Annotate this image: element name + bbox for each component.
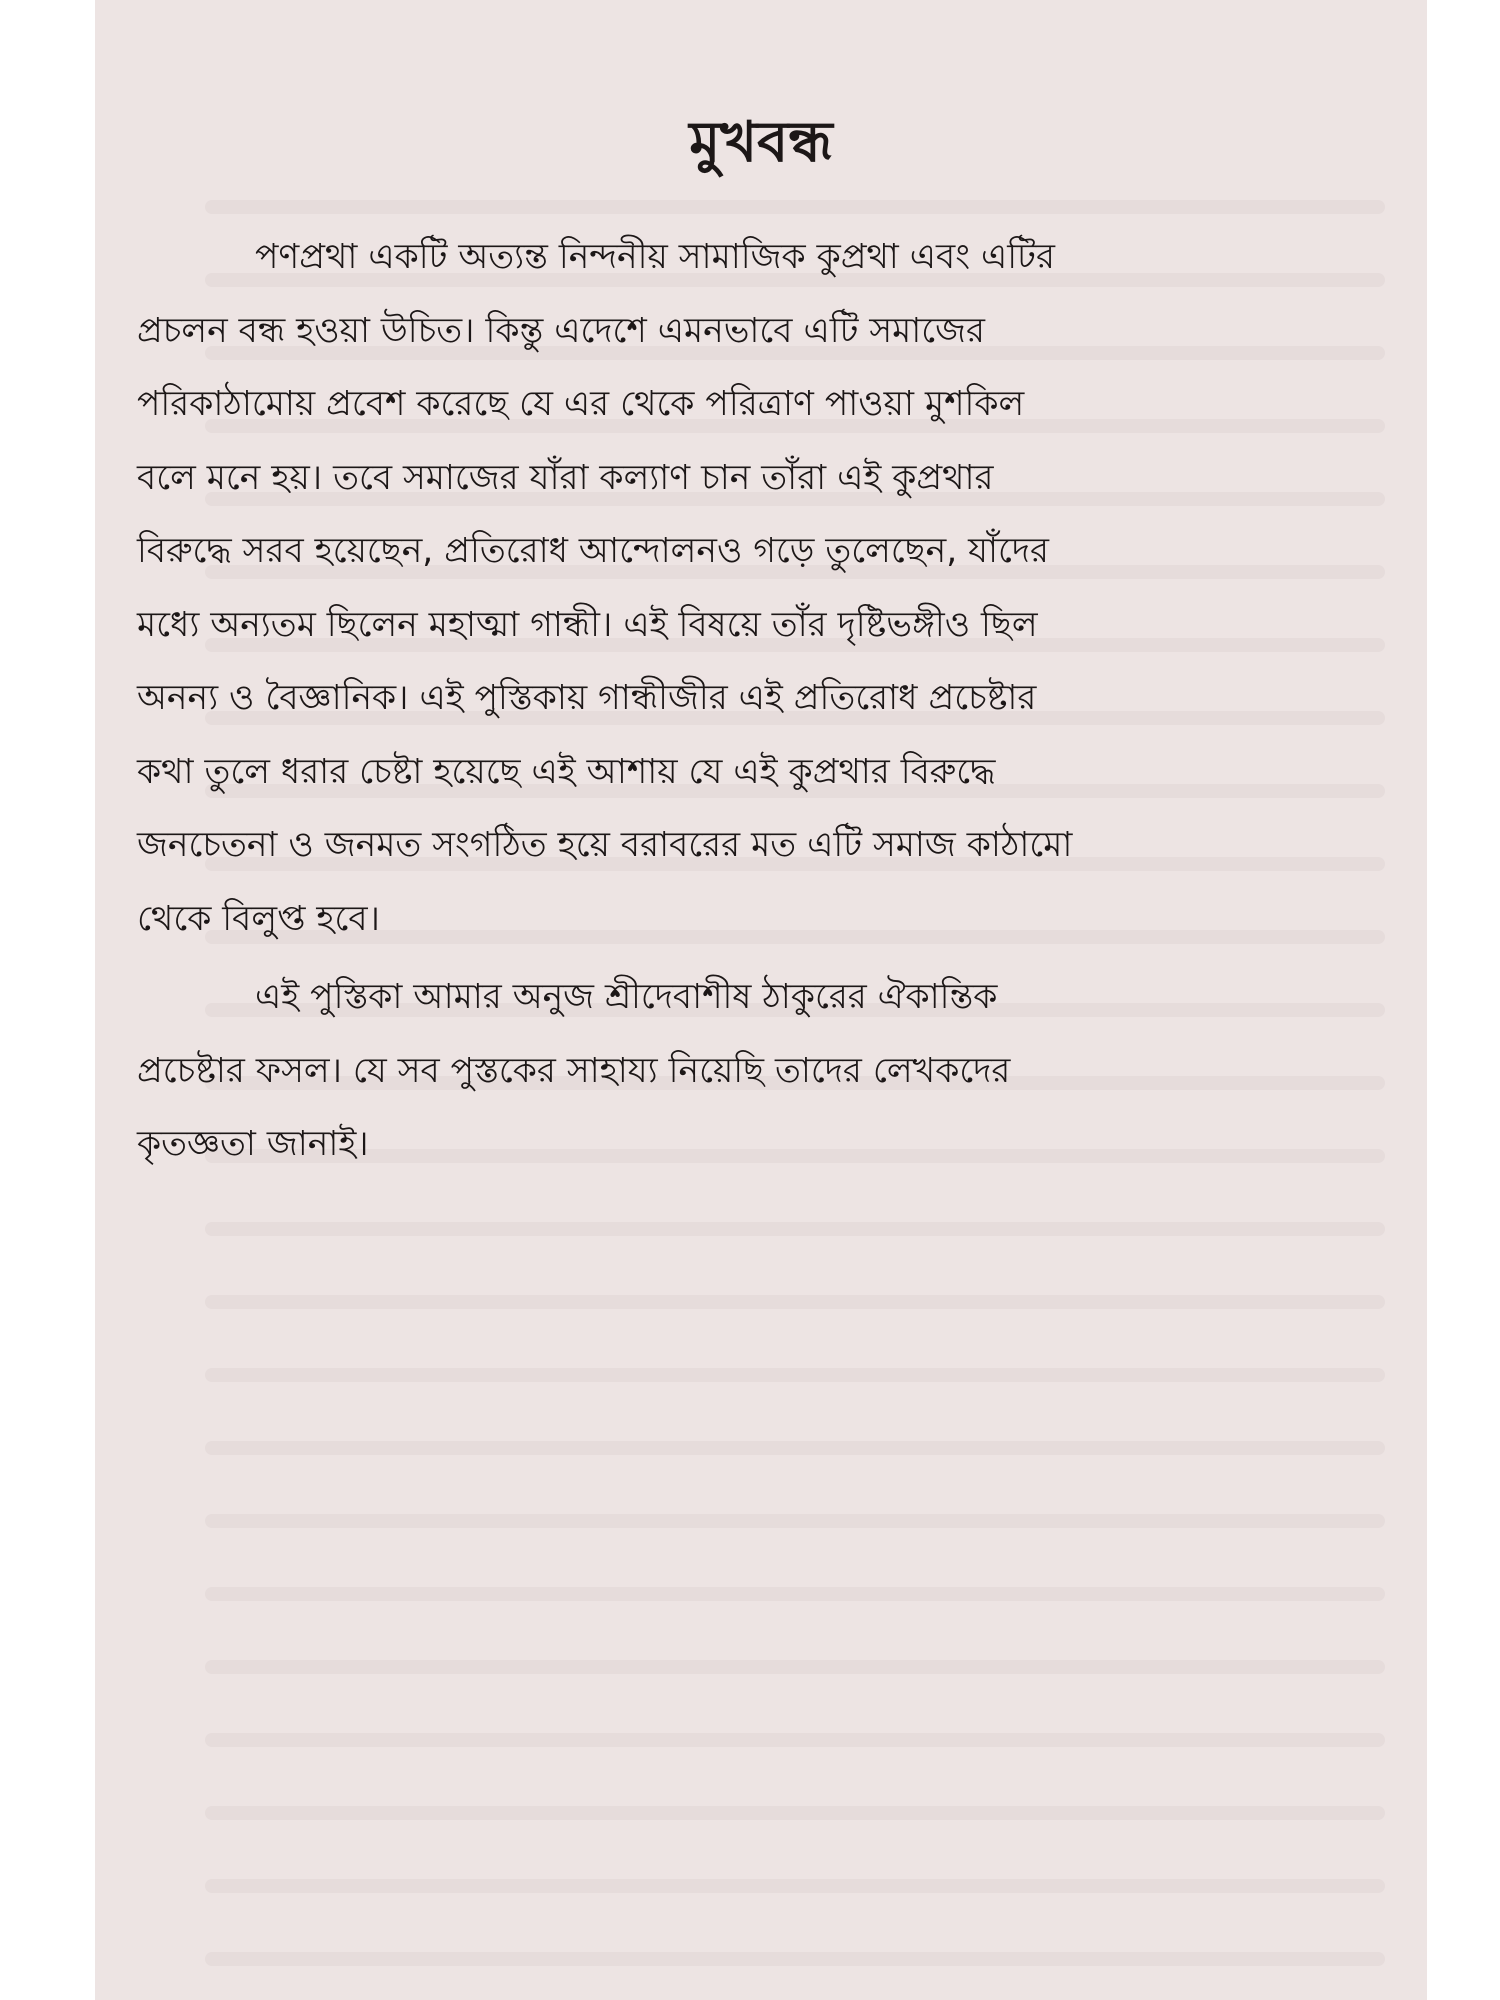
paragraph-1 xyxy=(137,221,1387,956)
paragraph-line: থেকে বিলুপ্ত হবে। xyxy=(137,898,380,939)
bleed-through-line xyxy=(205,200,1385,214)
paragraph-line: পণপ্রথা একটি অত্যন্ত নিন্দনীয় সামাজিক কুপ্রথা এবং এটির xyxy=(255,237,1055,277)
paragraph-line: প্রচলন বন্ধ হওয়া উচিত। কিন্তু এদেশে এমনভাবে এটি সমাজের xyxy=(137,310,985,351)
book-page xyxy=(95,0,1427,2000)
bleed-through-line xyxy=(205,1806,1385,1820)
paragraph-line: বিরুদ্ধে সরব হয়েছেন, প্রতিরোধ আন্দোলনও গড়ে তুলেছেন, যাঁদের xyxy=(137,531,1049,571)
paragraph-line: প্রচেষ্টার ফসল। যে সব পুস্তকের সাহায্য নিয়েছি তাদের লেখকদের xyxy=(137,1050,1011,1091)
paragraph-line: মধ্যে অন্যতম ছিলেন মহাত্মা গান্ধী। এই বিষয়ে তাঁর দৃষ্টিভঙ্গীও ছিল xyxy=(137,604,1038,645)
paragraph-line: কথা তুলে ধরার চেষ্টা হয়েছে এই আশায় যে এই কুপ্রথার বিরুদ্ধে xyxy=(137,751,996,792)
bleed-through-line xyxy=(205,1441,1385,1455)
bleed-through-line xyxy=(205,1368,1385,1382)
paragraph-line: এই পুস্তিকা আমার অনুজ শ্রীদেবাশীষ ঠাকুরের ঐকান্তিক xyxy=(255,977,998,1017)
paragraph-2 xyxy=(137,961,1387,1182)
bleed-through-line xyxy=(205,1879,1385,1893)
bleed-through-line xyxy=(205,1587,1385,1601)
bleed-through-line xyxy=(205,1222,1385,1236)
bleed-through-line xyxy=(205,1295,1385,1309)
bleed-through-line xyxy=(205,1952,1385,1966)
paragraph-line: কৃতজ্ঞতা জানাই। xyxy=(137,1124,369,1164)
paragraph-line: জনচেতনা ও জনমত সংগঠিত হয়ে বরাবরের মত এটি সমাজ কাঠামো xyxy=(137,825,1073,865)
paragraph-line: অনন্য ও বৈজ্ঞানিক। এই পুস্তিকায় গান্ধীজীর এই প্রতিরোধ প্রচেষ্টার xyxy=(137,678,1037,718)
paragraph-line: পরিকাঠামোয় প্রবেশ করেছে যে এর থেকে পরিত্রাণ পাওয়া মুশকিল xyxy=(137,384,1025,424)
bleed-through-line xyxy=(205,1514,1385,1528)
bleed-through-line xyxy=(205,1660,1385,1674)
paragraph-line: বলে মনে হয়। তবে সমাজের যাঁরা কল্যাণ চান তাঁরা এই কুপ্রথার xyxy=(137,457,994,498)
page-title: মুখবন্ধ xyxy=(689,110,833,175)
bleed-through-line xyxy=(205,1733,1385,1747)
